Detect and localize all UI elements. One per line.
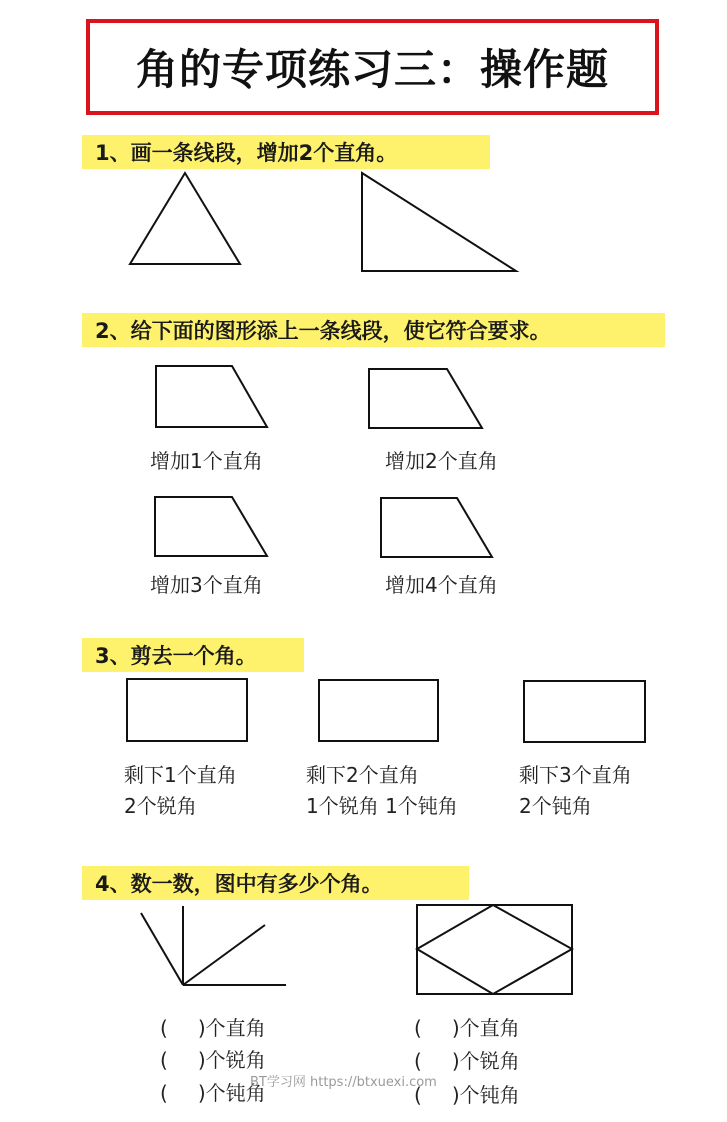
rectangle-3-label-line1: 剩下3个直角	[519, 763, 632, 787]
blank-label: 个锐角	[205, 1048, 266, 1072]
rectangle-3-label-line2: 2个钝角	[519, 794, 592, 818]
rectangle-1-label-line1: 剩下1个直角	[124, 763, 237, 787]
watermark: BT学习网 https://btxuexi.com	[250, 1075, 437, 1090]
rectangle-2-label-line2: 1个锐角 1个钝角	[306, 794, 458, 818]
paren-open: (	[414, 1083, 422, 1107]
page-title: 角的专项练习三：操作题	[135, 45, 609, 94]
blank-label: 个锐角	[459, 1049, 520, 1073]
blank-label: 个直角	[205, 1016, 266, 1040]
section-1-heading: 1、画一条线段，增加2个直角。	[82, 135, 490, 169]
blank-right-right-angle	[414, 1012, 520, 1041]
paren-open: (	[160, 1048, 168, 1072]
rectangle-1-label-line2: 2个锐角	[124, 794, 197, 818]
paren-close: )	[451, 1049, 460, 1073]
paren-close: )	[197, 1048, 206, 1072]
paren-close: )	[451, 1083, 460, 1107]
section-2-heading: 2、给下面的图形添上一条线段，使它符合要求。	[82, 313, 665, 347]
section-3-heading: 3、剪去一个角。	[82, 638, 304, 672]
trapezoid-3-label: 增加3个直角	[150, 573, 263, 597]
paren-open: (	[160, 1081, 168, 1105]
blank-left-right-angle	[160, 1012, 266, 1041]
section-4-heading: 4、数一数，图中有多少个角。	[82, 866, 469, 900]
rectangle-2-label-line1: 剩下2个直角	[306, 763, 419, 787]
blank-left-acute-angle	[160, 1044, 266, 1073]
blank-label: 个直角	[459, 1016, 520, 1040]
blank-label: 个钝角	[205, 1081, 266, 1105]
trapezoid-4-label: 增加4个直角	[385, 573, 498, 597]
trapezoid-2-label: 增加2个直角	[385, 449, 498, 473]
paren-close: )	[451, 1016, 460, 1040]
blank-label: 个钝角	[459, 1083, 520, 1107]
blank-right-acute-angle	[414, 1045, 520, 1074]
paren-close: )	[197, 1081, 206, 1105]
paren-open: (	[160, 1016, 168, 1040]
trapezoid-1-label: 增加1个直角	[150, 449, 263, 473]
paren-open: (	[414, 1016, 422, 1040]
paren-close: )	[197, 1016, 206, 1040]
paren-open: (	[414, 1049, 422, 1073]
